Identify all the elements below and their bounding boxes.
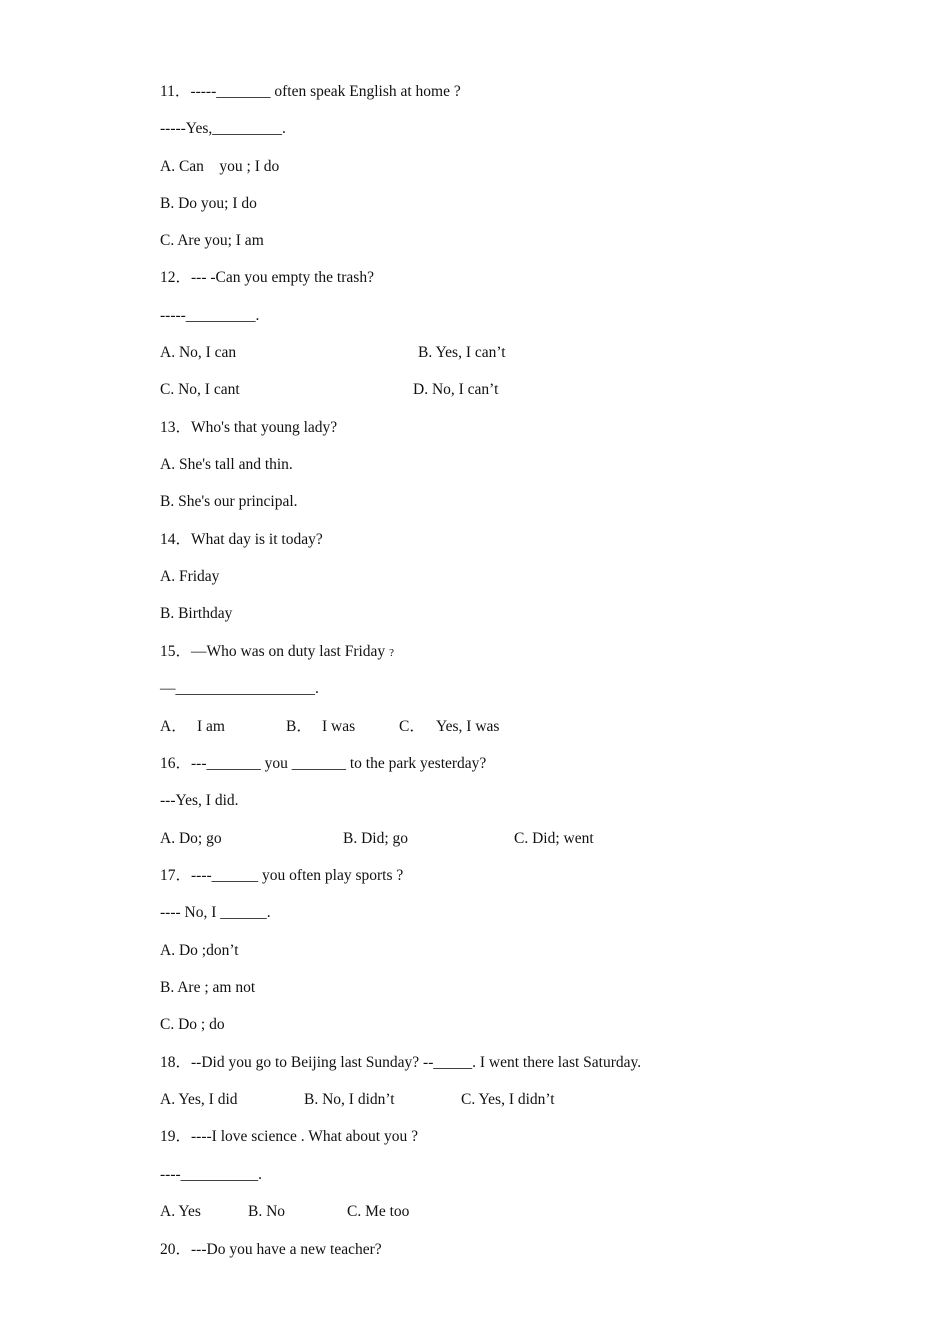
question-number: 19． (160, 1128, 192, 1145)
question-prompt: --- -Can you empty the trash? (191, 269, 374, 286)
question-number: 13． (160, 419, 192, 436)
option-b: B. Birthday (160, 605, 233, 622)
option-a: A. Yes, I did (160, 1091, 238, 1108)
option-b: B. Yes, I can’t (418, 344, 506, 361)
option-d: D. No, I can’t (413, 381, 499, 398)
question-19-reply: ----__________. (160, 1166, 263, 1183)
question-number: 12． (160, 269, 192, 286)
question-11 (160, 82, 461, 102)
option-b: B. No, I didn’t (304, 1091, 395, 1108)
option-a: A. No, I can (160, 344, 237, 361)
option-b: B. No (248, 1203, 286, 1220)
option-c: C. Yes, I didn’t (461, 1091, 555, 1108)
question-prompt: Who's that young lady? (191, 419, 338, 436)
question-16-reply: ---Yes, I did. (160, 792, 239, 809)
question-number: 11． (160, 83, 191, 100)
question-13 (160, 418, 337, 438)
option-b: B. Are ; am not (160, 979, 256, 996)
question-12 (160, 268, 374, 288)
question-prompt: ---_______ you _______ to the park yesterday? (191, 755, 487, 772)
question-12-reply: -----_________. (160, 307, 260, 324)
question-number: 20． (160, 1241, 192, 1258)
option-c: C. Do ; do (160, 1016, 225, 1033)
question-prompt: —Who was on duty last Friday (191, 643, 386, 660)
question-17-reply: ---- No, I ______. (160, 904, 271, 921)
question-number: 16． (160, 755, 192, 772)
option-c: Yes, I was (436, 718, 500, 735)
question-number: 18． (160, 1054, 192, 1071)
question-mark: ? (389, 647, 394, 659)
option-b: B. Did; go (343, 830, 409, 847)
option-a: A. Yes (160, 1203, 201, 1220)
option-c: C. Did; went (514, 830, 594, 847)
option-a: A. Friday (160, 568, 220, 585)
question-16 (160, 754, 486, 774)
option-a: A. Do ;don’t (160, 942, 239, 959)
question-number: 15． (160, 643, 192, 660)
question-15-reply: —__________________. (160, 680, 319, 697)
question-prompt: --Did you go to Beijing last Sunday? --_____. I went there last Saturday. (191, 1054, 642, 1071)
option-b-letter: B． (286, 718, 312, 735)
question-18 (160, 1053, 641, 1073)
option-a: A. Do; go (160, 830, 222, 847)
question-15 (160, 642, 394, 663)
question-20 (160, 1240, 382, 1260)
option-b: B. She's our principal. (160, 493, 298, 510)
option-a-letter: A． (160, 718, 187, 735)
option-c: C. No, I cant (160, 381, 240, 398)
question-17 (160, 866, 403, 886)
question-prompt: What day is it today? (191, 531, 323, 548)
option-c: C. Are you; I am (160, 232, 264, 249)
question-number: 17． (160, 867, 192, 884)
option-a: A. She's tall and thin. (160, 456, 293, 473)
option-c-letter: C． (399, 718, 425, 735)
question-prompt: -----_______ often speak English at home ? (190, 83, 461, 100)
option-a: A. Can you ; I do (160, 158, 280, 175)
question-prompt: ----I love science . What about you ? (191, 1128, 418, 1145)
question-prompt: ----______ you often play sports ? (191, 867, 404, 884)
question-11-reply: -----Yes,_________. (160, 120, 286, 137)
option-b: I was (322, 718, 356, 735)
option-c: C. Me too (347, 1203, 410, 1220)
option-a: I am (197, 718, 225, 735)
question-number: 14． (160, 531, 192, 548)
option-b: B. Do you; I do (160, 195, 257, 212)
question-14 (160, 530, 323, 550)
question-prompt: ---Do you have a new teacher? (191, 1241, 382, 1258)
question-19 (160, 1127, 418, 1147)
